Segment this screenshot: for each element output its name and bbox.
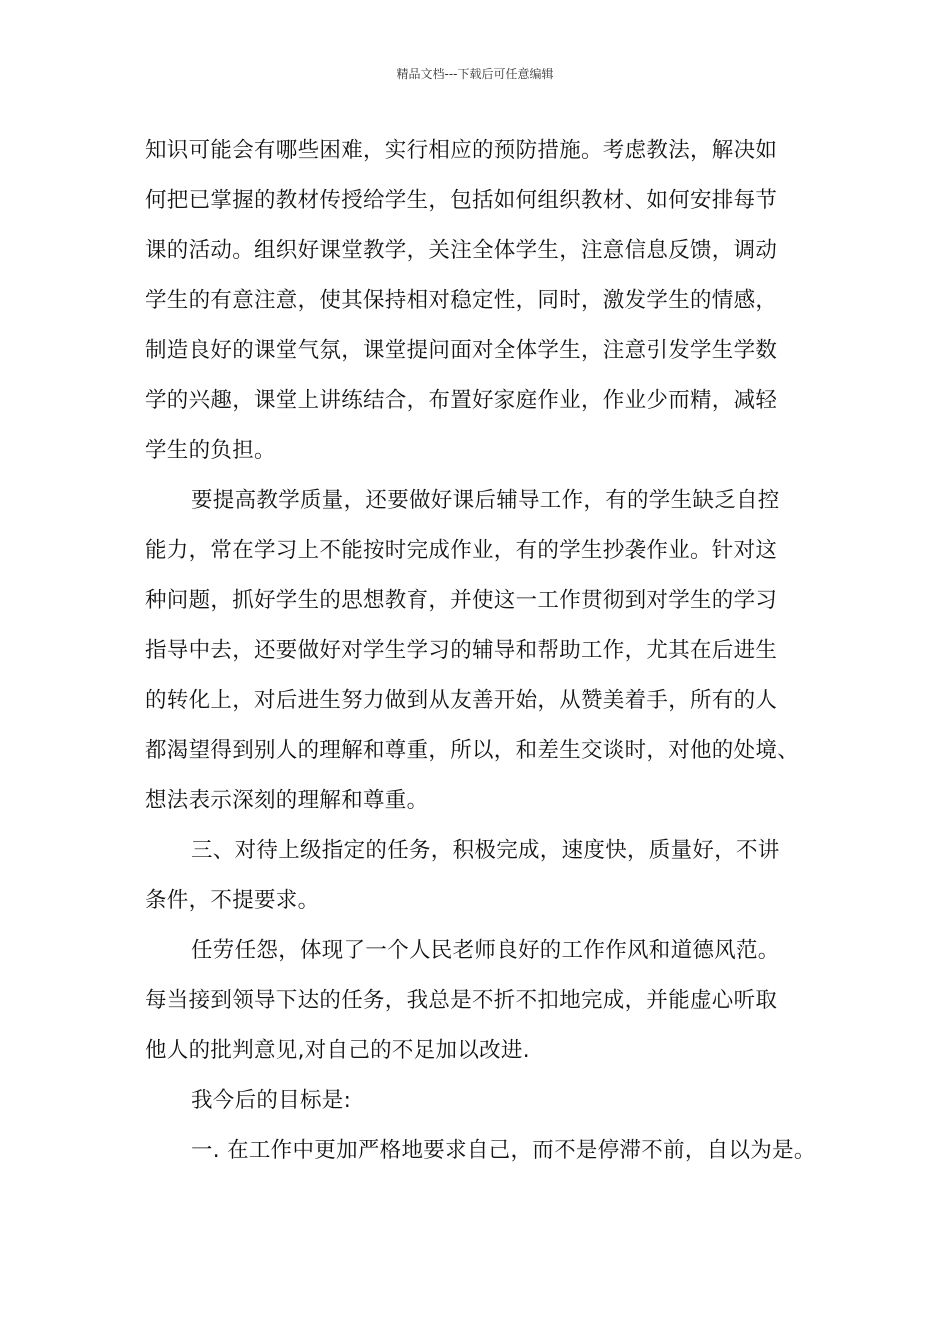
text-line: 想法表示深刻的理解和尊重。 xyxy=(145,788,429,813)
text-line: 何把已掌握的教材传授给学生，包括如何组织教材、如何安排每节 xyxy=(145,188,778,213)
text-line: 指导中去，还要做好对学生学习的辅导和帮助工作，尤其在后进生 xyxy=(145,638,778,663)
paragraph-start-line: 要提高教学质量，还要做好课后辅导工作，有的学生缺乏自控 xyxy=(191,488,780,513)
section-heading-line: 三、对待上级指定的任务，积极完成，速度快，质量好，不讲 xyxy=(191,838,780,863)
text-line: 制造良好的课堂气氛，课堂提问面对全体学生，注意引发学生学数 xyxy=(145,338,778,363)
text-line: 每当接到领导下达的任务，我总是不折不扣地完成，并能虚心听取 xyxy=(145,988,778,1013)
text-line: 他人的批判意见,对自己的不足加以改进. xyxy=(145,1038,530,1063)
text-line: 学生的负担。 xyxy=(145,438,276,463)
text-line: 学的兴趣，课堂上讲练结合，布置好家庭作业，作业少而精，减轻 xyxy=(145,388,778,413)
list-item-line: 一. 在工作中更加严格地要求自己，而不是停滞不前，自以为是。 xyxy=(191,1138,816,1163)
page-header: 精品文档---下载后可任意编辑 xyxy=(396,67,554,81)
text-line: 都渴望得到别人的理解和尊重，所以，和差生交谈时，对他的处境、 xyxy=(145,738,800,763)
text-line: 课的活动。组织好课堂教学，关注全体学生，注意信息反馈，调动 xyxy=(145,238,778,263)
text-line: 条件，不提要求。 xyxy=(145,888,320,913)
document-body xyxy=(145,126,825,1176)
text-line: 的转化上，对后进生努力做到从友善开始，从赞美着手，所有的人 xyxy=(145,688,778,713)
text-line: 种问题，抓好学生的思想教育，并使这一工作贯彻到对学生的学习 xyxy=(145,588,778,613)
paragraph-start-line: 任劳任怨，体现了一个人民老师良好的工作作风和道德风范。 xyxy=(191,938,780,963)
text-line: 学生的有意注意，使其保持相对稳定性，同时，激发学生的情感， xyxy=(145,288,778,313)
paragraph-start-line: 我今后的目标是: xyxy=(191,1088,352,1113)
text-line: 知识可能会有哪些困难，实行相应的预防措施。考虑教法，解决如 xyxy=(145,138,778,163)
text-line: 能力，常在学习上不能按时完成作业，有的学生抄袭作业。针对这 xyxy=(145,538,778,563)
